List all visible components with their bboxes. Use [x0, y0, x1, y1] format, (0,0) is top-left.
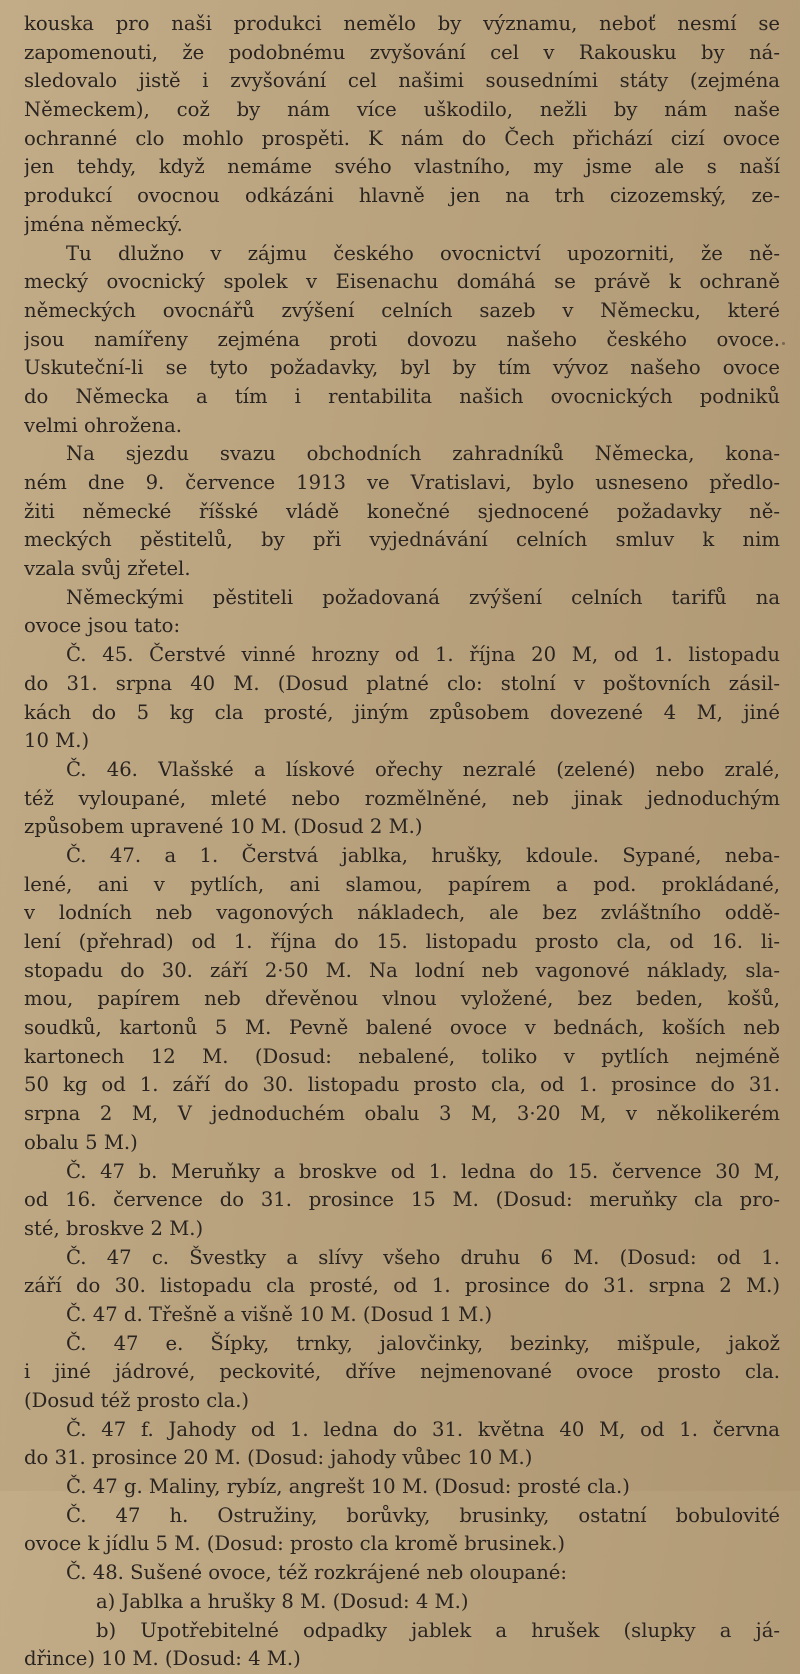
text-line: Č. 47 e. Šípky, trnky, jalovčinky, bezinky, mišpule, jakož [66, 1331, 780, 1355]
text-line: Č. 47 g. Maliny, rybíz, angrešt 10 M. (Dosud: prosté cla.) [66, 1475, 630, 1499]
text-line: velmi ohrožena. [24, 413, 183, 437]
text-line: září do 30. listopadu cla prosté, od 1. prosince do 31. srpna 2 M.) [24, 1274, 780, 1298]
text-line: Č. 47 f. Jahody od 1. ledna do 31. května 40 M, od 1. června [66, 1417, 780, 1441]
text-line: Č. 48. Sušené ovoce, též rozkrájené neb oloupané: [66, 1561, 568, 1585]
text-line: sledovalo jistě i zvyšování cel našimi sousedními státy (zejména [24, 69, 780, 93]
text-line: Německými pěstiteli požadovaná zvýšení celních tarifů na [66, 585, 780, 609]
text-line: do 31. prosince 20 M. (Dosud: jahody vůbec 10 M.) [24, 1446, 533, 1470]
text-line: Č. 47 b. Meruňky a broskve od 1. ledna do 15. července 30 M, [66, 1159, 780, 1183]
text-line: též vyloupané, mleté nebo rozmělněné, neb jinak jednoduchým [24, 786, 780, 810]
text-line: německých ovocnářů zvýšení celních sazeb v Německu, které [24, 298, 780, 322]
text-line: 10 M.) [24, 729, 90, 753]
text-line: jen tehdy, když nemáme svého vlastního, my jsme ale s naší [24, 155, 780, 179]
text-line: mou, papírem neb dřevěnou vlnou vyložené, bez beden, košů, [24, 987, 780, 1011]
text-line: lené, ani v pytlích, ani slamou, papírem a pod. prokládané, [24, 872, 780, 896]
text-line: Uskuteční-li se tyto požadavky, byl by tím vývoz našeho ovoce [24, 356, 780, 380]
text-line: srpna 2 M, V jednoduchém obalu 3 M, 3·20 M, v několikerém [24, 1102, 780, 1126]
text-line: Na sjezdu svazu obchodních zahradníků Německa, kona- [66, 442, 780, 466]
ink-speck [782, 342, 785, 345]
text-line: Tu dlužno v zájmu českého ovocnictví upozorniti, že ně- [66, 241, 780, 265]
text-line: jsou namířeny zejména proti dovozu našeho českého ovoce. [24, 327, 780, 351]
text-line: vzala svůj zřetel. [24, 557, 191, 581]
text-line: kouska pro naši produkci nemělo by významu, neboť nesmí se [24, 12, 780, 35]
text-line: do Německa a tím i rentabilita našich ovocnických podniků [24, 384, 780, 408]
text-line: mecký ovocnický spolek v Eisenachu domáhá se právě k ochraně [24, 270, 780, 294]
text-line: obalu 5 M.) [24, 1130, 138, 1154]
text-line: Č. 47. a 1. Čerstvá jablka, hrušky, kdoule. Sypané, neba- [66, 843, 780, 867]
text-line: (Dosud též prosto cla.) [24, 1389, 250, 1412]
text-line: žiti německé říšské vládě konečné sjednocené požadavky ně- [24, 499, 780, 523]
text-line: i jiné jádrové, peckovité, dříve nejmenované ovoce prosto cla. [24, 1360, 780, 1384]
text-line: ovoce k jídlu 5 M. (Dosud: prosto cla kromě brusinek.) [24, 1532, 566, 1556]
text-line: produkcí ovocnou odkázáni hlavně jen na trh cizozemský, ze- [24, 184, 780, 208]
text-line: Č. 47 d. Třešně a višně 10 M. (Dosud 1 M.) [66, 1302, 493, 1326]
text-line: Č. 47 h. Ostružiny, borůvky, brusinky, ostatní bobulovité [66, 1503, 780, 1527]
text-line: do 31. srpna 40 M. (Dosud platné clo: stolní v poštovních zásil- [24, 671, 780, 695]
page-text [24, 10, 780, 1674]
text-line: zapomenouti, že podobnému zvyšování cel v Rakousku by ná- [24, 40, 780, 64]
text-line: Č. 47 c. Švestky a slívy všeho druhu 6 M. (Dosud: od 1. [66, 1245, 780, 1269]
text-line: b) Upotřebitelné odpadky jablek a hrušek (slupky a já- [96, 1618, 780, 1642]
text-line: meckých pěstitelů, by při vyjednávání celních smluv k nim [24, 528, 780, 552]
text-line: jména německý. [24, 212, 183, 236]
text-line: způsobem upravené 10 M. (Dosud 2 M.) [24, 815, 423, 839]
text-line: od 16. července do 31. prosince 15 M. (Dosud: meruňky cla pro- [24, 1188, 780, 1212]
text-line: soudků, kartonů 5 M. Pevně balené ovoce v bednách, koších neb [24, 1016, 780, 1040]
text-line: ném dne 9. července 1913 ve Vratislavi, bylo usneseno předlo- [24, 471, 780, 494]
text-line: sté, broskve 2 M.) [24, 1216, 204, 1240]
text-line: dřince) 10 M. (Dosud: 4 M.) [24, 1647, 301, 1671]
text-line: stopadu do 30. září 2·50 M. Na lodní neb vagonové náklady, sla- [24, 958, 780, 982]
text-line: a) Jablka a hrušky 8 M. (Dosud: 4 M.) [96, 1589, 469, 1613]
text-line: kách do 5 kg cla prosté, jiným způsobem dovezené 4 M, jiné [24, 700, 780, 724]
text-line: 50 kg od 1. září do 30. listopadu prosto cla, od 1. prosince do 31. [24, 1073, 780, 1097]
text-line: ovoce jsou tato: [24, 614, 181, 638]
text-line: ochranné clo mohlo prospěti. K nám do Čech přichází cizí ovoce [24, 126, 780, 150]
text-line: Německem), což by nám více uškodilo, nežli by nám naše [24, 98, 780, 122]
text-line: kartonech 12 M. (Dosud: nebalené, toliko v pytlích nejméně [24, 1044, 780, 1068]
text-line: Č. 45. Čerstvé vinné hrozny od 1. října 20 M, od 1. listopadu [66, 643, 780, 667]
text-line: v lodních neb vagonových nákladech, ale bez zvláštního oddě- [24, 901, 780, 925]
text-line: lení (přehrad) od 1. října do 15. listopadu prosto cla, od 16. li- [24, 930, 780, 953]
text-line: Č. 46. Vlašské a lískové ořechy nezralé (zelené) nebo zralé, [66, 757, 780, 781]
